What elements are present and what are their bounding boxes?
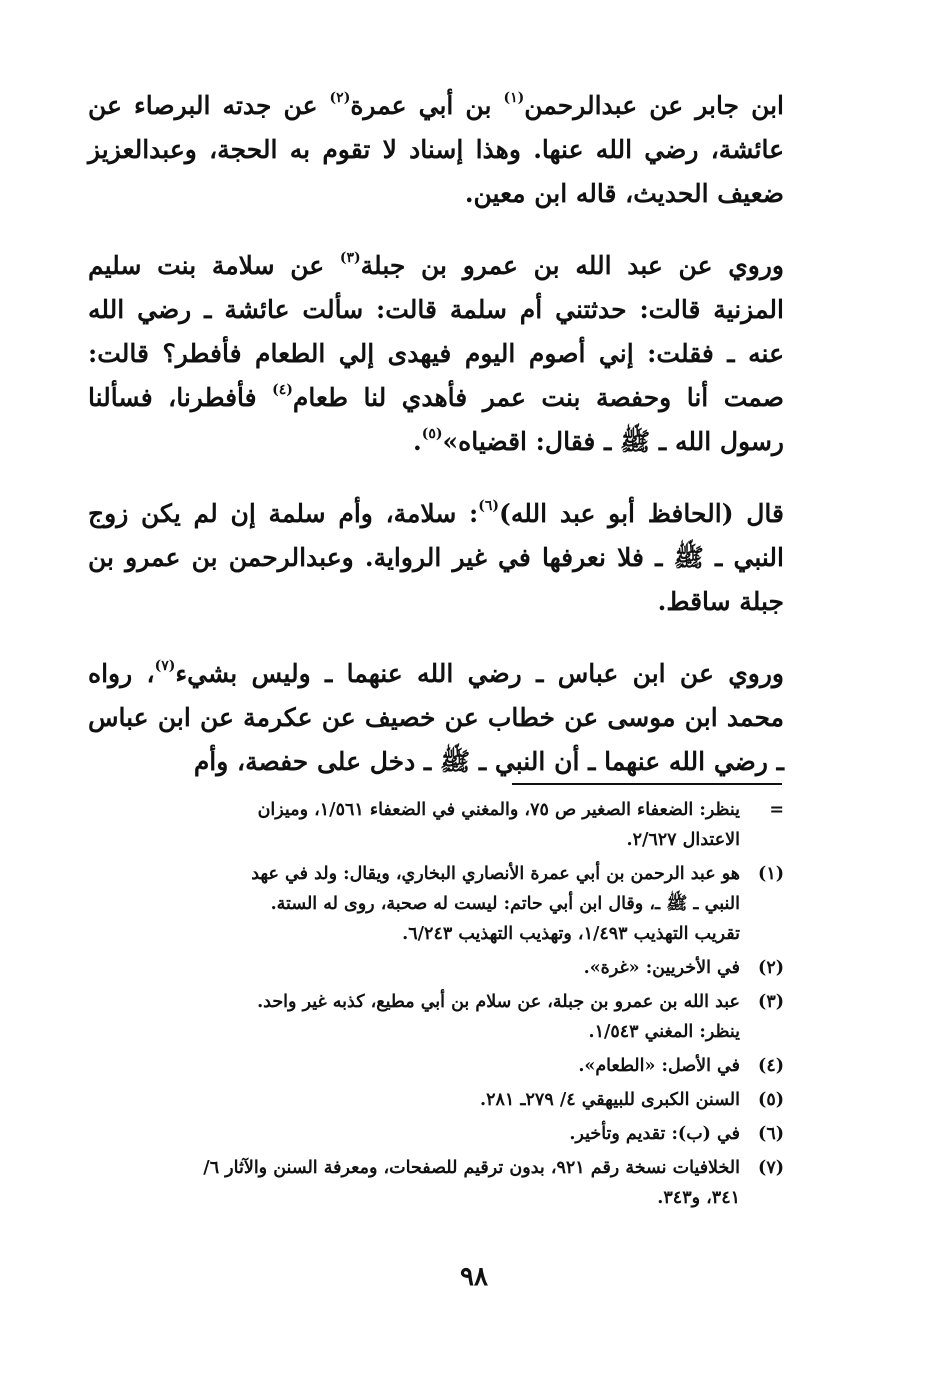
footnote-marker: (١) [758,864,784,884]
footnote-text [88,1119,740,1149]
footnote-reference: (٦) [478,498,500,514]
paragraph [88,652,784,784]
footnote-line: الخلافيات نسخة رقم ٩٢١، بدون ترقيم للصفحات، ومعرفة السنن والآثار ٦/ [203,1158,740,1178]
footnote-reference: (٤) [272,382,293,398]
footnote-text [88,859,740,949]
text-segment: قال (الحافظ أبو عبد الله) [499,499,784,528]
footnote-marker: = [769,800,784,820]
footnotes [88,795,784,1217]
footnote-marker: (٦) [758,1124,784,1144]
footnote-line: هو عبد الرحمن بن أبي عمرة الأنصاري البخاري، ويقال: ولد في عهد [251,864,740,884]
text-segment: فأفطرنا، فسألنا رسول الله ـ ﷺ ـ فقال: اقضياه» [88,383,784,456]
footnote [88,859,784,949]
footnote [88,1153,784,1213]
footnote-line: في (ب): تقديم وتأخير. [569,1124,740,1144]
footnote-separator [512,783,782,785]
footnote-marker: (٤) [758,1056,784,1076]
footnote-marker: (٧) [758,1158,784,1178]
footnote-text [88,1153,740,1213]
footnote-marker: (٣) [758,992,784,1012]
footnote-line: السنن الكبرى للبيهقي ٤/ ٢٧٩ـ ٢٨١. [480,1090,740,1110]
footnote-line: الاعتدال ٢/٦٢٧. [626,830,740,850]
footnote [88,987,784,1047]
footnote-reference: (٧) [154,658,176,674]
text-segment: ، رواه محمد ابن موسى عن خطاب عن خصيف عن عكرمة عن ابن عباس ـ رضي الله عنهما ـ أن النبي ـ ﷺ ـ دخل على حفصة، وأم [88,659,784,776]
footnote-marker: (٢) [758,958,784,978]
text-segment: بن أبي عمرة [350,91,504,120]
footnote [88,795,784,855]
text-segment: . [413,427,422,456]
footnote-line: في الأخريين: «غرة». [583,958,740,978]
footnote-line: ينظر: المغني ١/٥٤٣. [588,1022,740,1042]
footnote-text [88,987,740,1047]
footnote-line: ينظر: الضعفاء الصغير ص ٧٥، والمغني في الضعفاء ١/٥٦١، وميزان [257,800,740,820]
text-segment: : سلامة، وأم سلمة إن لم يكن زوج النبي ـ ﷺ ـ فلا نعرفها في غير الرواية. وعبدالرحمن بن عمرو بن جبلة ساقط. [88,499,784,616]
footnote-reference: (٣) [339,250,361,266]
footnote-text [88,1085,740,1115]
text-segment: عن جدته البرصاء عن عائشة، رضي الله عنها. وهذا إسناد لا تقوم به الحجة، وعبدالعزيز ضعيف الحديث، قاله ابن معين. [88,91,784,208]
footnote-line: ٣٤١، و٣٤٣. [657,1188,740,1208]
text-segment: وروي عن عبد الله بن عمرو بن جبلة [360,251,784,280]
main-text [88,84,784,812]
footnote [88,1051,784,1081]
text-segment: عن سلامة بنت سليم المزنية قالت: حدثتني أم سلمة قالت: سألت عائشة ـ رضي الله عنه ـ فقلت: إني أصوم اليوم فيهدى إلي الطعام فأفطر؟ قالت: صمت أنا وحفصة بنت عمر فأهدي لنا طعام [88,251,784,412]
footnote-reference: (٢) [329,90,351,106]
text-segment: ابن جابر عن عبدالرحمن [524,91,785,120]
paragraph [88,244,784,464]
footnote-line: تقريب التهذيب ١/٤٩٣، وتهذيب التهذيب ٦/٢٤٣. [402,924,740,944]
footnote [88,1085,784,1115]
footnote [88,953,784,983]
footnote-text [88,953,740,983]
footnote-line: النبي ـ ﷺ ـ، وقال ابن أبي حاتم: ليست له صحبة، روى له الستة. [270,894,740,914]
footnote-line: عبد الله بن عمرو بن جبلة، عن سلام بن أبي مطيع، كذبه غير واحد. [257,992,740,1012]
footnote-marker: (٥) [758,1090,784,1110]
paragraph [88,84,784,216]
footnote-text [88,1051,740,1081]
footnote-line: في الأصل: «الطعام». [578,1056,740,1076]
footnote-reference: (٥) [421,426,443,442]
footnote-reference: (١) [503,90,525,106]
footnote-text [88,795,740,855]
paragraph [88,492,784,624]
footnote [88,1119,784,1149]
text-segment: وروي عن ابن عباس ـ رضي الله عنهما ـ وليس بشيء [175,659,784,688]
page-number: ٩٨ [460,1262,488,1292]
